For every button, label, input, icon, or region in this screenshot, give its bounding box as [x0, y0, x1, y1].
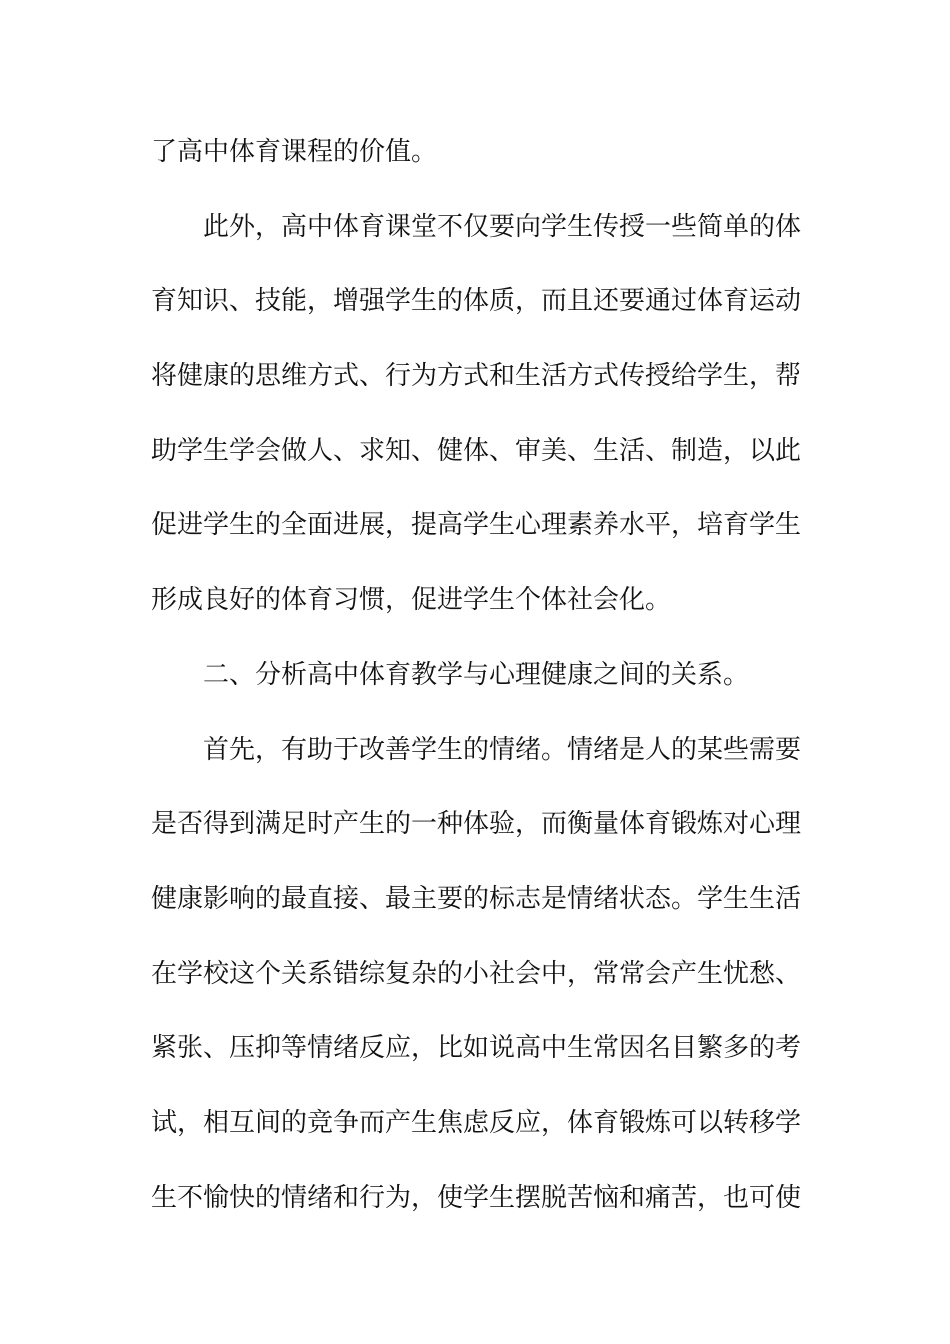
- text-line-7: 形成良好的体育习惯，促进学生个体社会化。: [151, 585, 672, 616]
- text-line-5: 助学生学会做人、求知、健体、审美、生活、制造，以此: [151, 435, 802, 466]
- text-line-2: 此外，高中体育课堂不仅要向学生传授一些简单的体: [203, 211, 802, 242]
- text-line-14: 试，相互间的竞争而产生焦虑反应，体育锻炼可以转移学: [151, 1107, 802, 1138]
- text-line-15: 生不愉快的情绪和行为，使学生摆脱苦恼和痛苦，也可使: [151, 1182, 802, 1213]
- text-line-11: 健康影响的最直接、最主要的标志是情绪状态。学生生活: [151, 883, 802, 914]
- text-line-6: 促进学生的全面进展，提高学生心理素养水平，培育学生: [151, 510, 802, 541]
- text-line-3: 育知识、技能，增强学生的体质，而且还要通过体育运动: [151, 286, 802, 317]
- text-line-12: 在学校这个关系错综复杂的小社会中，常常会产生忧愁、: [151, 958, 802, 989]
- text-line-1: 了高中体育课程的价值。: [151, 137, 438, 167]
- text-line-9: 首先，有助于改善学生的情绪。情绪是人的某些需要: [203, 734, 802, 765]
- text-line-4: 将健康的思维方式、行为方式和生活方式传授给学生，帮: [151, 361, 802, 392]
- text-line-13: 紧张、压抑等情绪反应，比如说高中生常因名目繁多的考: [151, 1033, 802, 1064]
- section-heading: 二、分析高中体育教学与心理健康之间的关系。: [203, 659, 750, 690]
- text-line-10: 是否得到满足时产生的一种体验，而衡量体育锻炼对心理: [151, 809, 802, 840]
- body-text: [151, 122, 802, 1242]
